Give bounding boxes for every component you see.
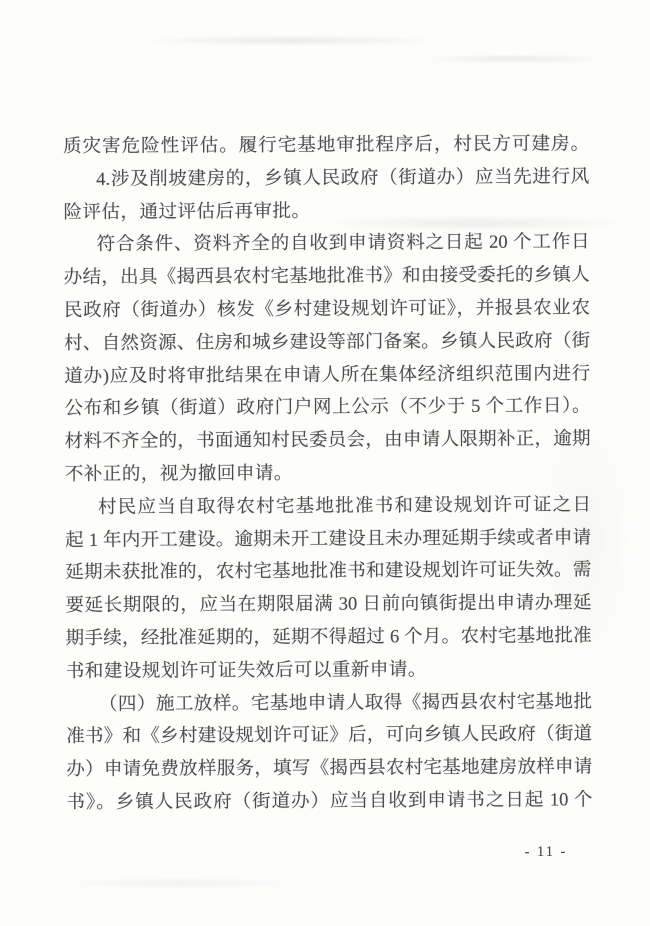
scan-artifact: [430, 55, 600, 63]
text-line: 4.涉及削坡建房的，乡镇人民政府（街道办）应当先进行风: [96, 167, 590, 190]
text-line: 民政府（街道办）核发《乡村建设规划许可证》，并报县农业农: [63, 298, 590, 321]
text-line: 材料不齐全的，书面通知村民委员会，由申请人限期补正，逾期: [64, 429, 591, 453]
text-line: 村、自然资源、住房和城乡建设等部门备案。乡镇人民政府（街: [64, 331, 591, 354]
scan-artifact: [150, 36, 430, 45]
text-line: 延期未获批准的，农村宅基地批准书和建设规划许可证失效。需: [65, 560, 592, 584]
text-line: 起 1 年内开工建设。逾期未开工建设且未办理延期手续或者申请: [65, 527, 592, 551]
scan-artifact: [70, 878, 290, 888]
document-body: [63, 128, 593, 819]
text-line: 村民应当自取得农村宅基地批准书和建设规划许可证之日: [97, 495, 592, 518]
text-line: 符合条件、资料齐全的自收到申请资料之日起 20 个工作日: [96, 232, 590, 256]
text-line: 书》。乡镇人民政府（街道办）应当自收到申请书之日起 10 个: [66, 790, 593, 813]
text-line: 险评估，通过评估后再审批。: [63, 201, 311, 223]
text-line: 办）申请免费放样服务，填写《揭西县农村宅基地建房放样申请: [66, 757, 593, 781]
text-line: 书和建设规划许可证失效后可以重新申请。: [65, 659, 427, 682]
text-line: 道办)应及时将审批结果在申请人所在集体经济组织范围内进行: [64, 363, 591, 387]
text-line: （四）施工放样。宅基地申请人取得《揭西县农村宅基地批: [98, 691, 593, 715]
text-line: 期手续，经批准延期的，延期不得超过 6 个月。农村宅基地批准: [65, 626, 592, 649]
text-line: 要延长期限的，应当在期限届满 30 日前向镇街提出申请办理延: [65, 593, 592, 617]
page-number: - 11 -: [524, 843, 568, 861]
text-line: 公布和乡镇（街道）政府门户网上公示（不少于 5 个工作日）。: [64, 396, 591, 420]
text-line: 不补正的，视为撤回申请。: [64, 463, 293, 485]
text-line: 办结，出具《揭西县农村宅基地批准书》和由接受委托的乡镇人: [63, 265, 590, 289]
text-line: 准书》和《乡村建设规划许可证》后，可向乡镇人民政府（街道: [66, 724, 593, 748]
text-line: 质灾害危险性评估。履行宅基地审批程序后，村民方可建房。: [63, 134, 590, 157]
